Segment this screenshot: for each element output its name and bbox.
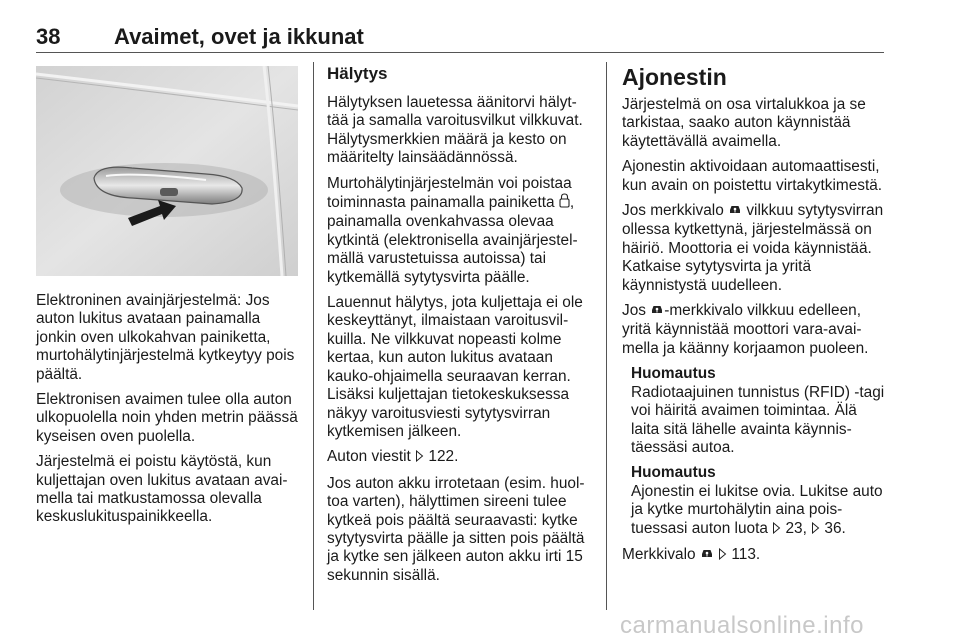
note-text: Radiotaajuinen tunnistus (RFID) -tagi voi häiritä avaimen toimintaa. Älä laita sitä lähelle avainta käynnistäessäsi autoa. — [631, 383, 885, 456]
paragraph: Ajonestin aktivoidaan automaattisesti, kun avain on poistettu virtakytkimestä. — [622, 158, 883, 194]
left-column — [36, 292, 298, 534]
paragraph: Hälytyksen lauetessa äänitorvi hälyttää ja samalla varoitusvilkut vilkkuvat. Hälytysmerkkien määrä ja kesto on määritelty lainsäädännössä. — [327, 94, 583, 167]
text: Merkkivalo — [622, 545, 700, 563]
paragraph — [327, 448, 591, 467]
reference-arrow-icon — [415, 449, 424, 467]
paragraph: Elektronisen avaimen tulee olla auton ulkopuolella noin yhden metrin päässä kyseisen oven puolella. — [36, 391, 298, 445]
immobiliser-car-key-icon — [728, 203, 742, 221]
note-title: Huomautus — [631, 365, 716, 383]
note-title: Huomautus — [631, 464, 716, 482]
column-divider — [606, 62, 607, 610]
text: vilkkuu sytytysvirran ollessa kytkettynä, järjestelmässä on häiriö. Moottoria ei voida käynnistää. Katkaise sytytysvirta ja yritä käynnistystä uudelleen. — [622, 202, 884, 294]
page-reference[interactable]: 122. — [428, 448, 459, 466]
section-heading-ajonestin: Ajonestin — [622, 64, 727, 90]
paragraph: Elektroninen avainjärjestelmä: Jos auton lukitus avataan painamalla jonkin oven ulkokahvan painiketta, murtohälytinjärjestelmä kytkeytyy pois päältä. — [36, 292, 295, 383]
text: Jos merkkivalo — [622, 202, 729, 220]
page-number: 38 — [36, 24, 61, 49]
paragraph: Järjestelmä on osa virtalukkoa ja se tarkistaa, saako auton käynnistää käytettävällä avaimella. — [622, 96, 866, 150]
immobiliser-car-key-icon — [650, 303, 664, 321]
chapter-title: Avaimet, ovet ja ikkunat — [114, 24, 364, 49]
note-block — [622, 464, 886, 539]
text: Jos — [622, 302, 651, 320]
paragraph — [622, 302, 886, 358]
right-column — [622, 64, 886, 572]
middle-column — [327, 64, 591, 592]
note-block — [622, 365, 886, 457]
section-heading-halytys: Hälytys — [327, 64, 388, 83]
page-reference[interactable]: 113. — [731, 545, 761, 563]
paragraph — [327, 175, 591, 287]
column-divider — [313, 62, 314, 610]
paragraph: Lauennut hälytys, jota kuljettaja ei ole keskeyttänyt, ilmaistaan varoitusvilkuilla. Ne vilkkuvat nopeasti kolme kertaa, kun auton lukitus avataan kauko-ohjaimella seuraavan kerran. Lisäksi kuljettajan tietokeskuksessa näkyy varoitusviesti sytytysvirran kytkemisen jälkeen. — [327, 294, 583, 440]
page-reference[interactable]: 36. — [824, 519, 846, 537]
note-text — [631, 483, 886, 539]
lock-alarm-button-icon — [559, 193, 570, 213]
text: Murtohälytinjärjestelmän voi poistaa toiminnasta painamalla painiketta — [327, 174, 572, 212]
paragraph — [622, 202, 886, 295]
text: , painamalla ovenkahvassa olevaa kytkintä (elektronisella avainjärjestelmällä varustetuissa autoissa) tai kytkemällä sytytysvirta päälle. — [327, 194, 578, 286]
text: Auton viestit — [327, 448, 416, 466]
paragraph: Järjestelmä ei poistu käytöstä, kun kuljettajan oven lukitus avataan avaimella tai matkustamossa olevalla keskuslukituspainikkeella. — [36, 453, 288, 526]
page-reference[interactable]: 23, — [785, 519, 812, 537]
paragraph — [622, 546, 886, 565]
page-header — [36, 24, 884, 53]
text: Ajonestin ei lukitse ovia. Lukitse auto ja kytke murtohälytin aina poistuessasi auton luota — [631, 482, 883, 537]
immobiliser-car-key-icon — [700, 547, 714, 565]
paragraph: Jos auton akku irrotetaan (esim. huoltoa varten), hälyttimen sireeni tulee kytkeä pois päältä seuraavasti: kytke sytytysvirta päälle ja sitten pois päältä ja kytke sen jälkeen auton akku irti 15 sekunnin sisällä. — [327, 474, 585, 584]
watermark: carmanualsonline.info — [620, 612, 864, 639]
reference-arrow-icon — [772, 521, 781, 539]
text: -merkkivalo vilkkuu edelleen, yritä käynnistää moottori vara-avaimella ja käänny korjaamon puoleen. — [622, 302, 869, 357]
reference-arrow-icon — [718, 547, 727, 565]
door-handle-with-button-illustration — [36, 66, 298, 276]
reference-arrow-icon — [811, 521, 820, 539]
